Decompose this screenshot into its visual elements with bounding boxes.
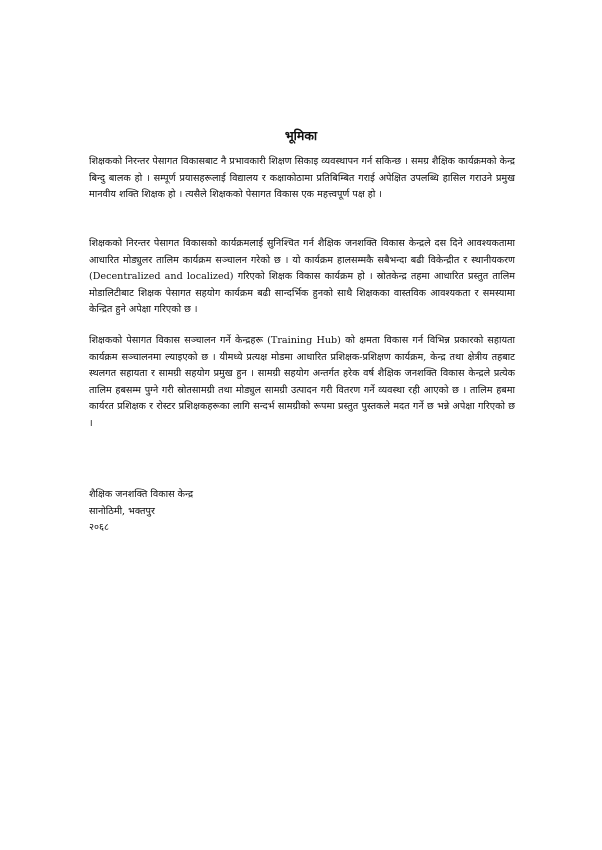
signature-organization: शैक्षिक जनशक्ति विकास केन्द्र xyxy=(89,489,194,500)
signature-address: सानोठिमी, भक्तपुर xyxy=(89,505,155,517)
paragraph-2: शिक्षकको निरन्तर पेसागत विकासको कार्यक्रमलाई सुनिश्चित गर्न शैक्षिक जनशक्ति विकास केन्द्रले दस दिने आवश्यकतामा आधारित मोड्युलर तालिम कार्यक्रम सञ्चालन गरेको छ । यो कार्यक्रम हालसम्मकै सबैभन्दा बढी विकेन्द्रीत र स्थानीयकरण (Decentralized and localized) गरिएको शिक्षक विकास कार्यक्रम हो । स्रोतकेन्द्र तहमा आधारित प्रस्तुत तालिम मोडालिटीबाट शिक्षक पेसागत सहयोग कार्यक्रम बढी सान्दर्भिक हुनको साथै शिक्षकका वास्तविक आवश्यकता र समस्यामा केन्द्रित हुने अपेक्षा गरिएको छ । xyxy=(89,238,515,316)
paragraph-3: शिक्षकको पेसागत विकास सञ्चालन गर्ने केन्द्रहरू (Training Hub) को क्षमता विकास गर्न विभिन्न प्रकारको सहायता कार्यक्रम सञ्चालनमा ल्याइएको छ । यीमध्ये प्रत्यक्ष मोडमा आधारित प्रशिक्षक-प्रशिक्षण कार्यक्रम, केन्द्र तथा क्षेत्रीय तहबाट स्थलगत सहायता र सामग्री सहयोग प्रमुख हुन । सामग्री सहयोग अन्तर्गत हरेक वर्ष शैक्षिक जनशक्ति विकास केन्द्रले प्रत्येक तालिम हबसम्म पुग्ने गरी स्रोतसामग्री तथा मोड्युल सामग्री उत्पादन गरी वितरण गर्ने व्यवस्था रही आएको छ । तालिम हबमा कार्यरत प्रशिक्षक र रोस्टर प्रशिक्षकहरूका लागि सन्दर्भ सामग्रीको रूपमा प्रस्तुत पुस्तकले मदत गर्ने छ भन्ने अपेक्षा गरिएको छ । xyxy=(89,335,515,429)
paragraph-1: शिक्षकको निरन्तर पेसागत विकासबाट नै प्रभावकारी शिक्षण सिकाइ व्यवस्थापन गर्न सकिन्छ । समग्र शैक्षिक कार्यक्रमको केन्द्र बिन्दु बालक हो । सम्पूर्ण प्रयासहरूलाई विद्यालय र कक्षाकोठामा प्रतिबिम्बित गराई अपेक्षित उपलब्धि हासिल गराउने प्रमुख मानवीय शक्ति शिक्षक हो । त्यसैले शिक्षकको पेसागत विकास एक महत्त्वपूर्ण पक्ष हो । xyxy=(89,156,515,201)
page-heading: भूमिका xyxy=(284,128,318,143)
signature-year: २०६८ xyxy=(89,522,109,534)
signature-block xyxy=(89,487,389,537)
